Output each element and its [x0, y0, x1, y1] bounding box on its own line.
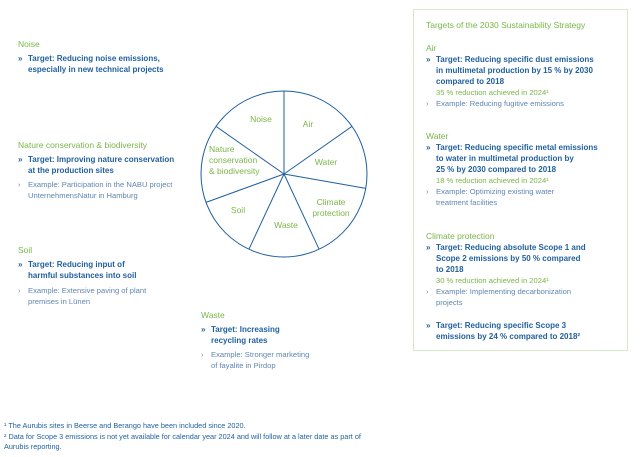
water-example: [426, 187, 621, 208]
target-bullet-icon: »: [426, 321, 431, 330]
footnote-1: ¹ The Aurubis sites in Beerse and Berango have been included since 2020.: [4, 421, 246, 430]
water-target-text: Target: Reducing specific metal emissions to water in multimetal production by 25 % by 2030 compared to 2018: [436, 143, 598, 174]
pie-segment-label: Noise: [250, 114, 272, 124]
target-bullet-icon: »: [426, 243, 431, 252]
noise-target-text: Target: Reducing noise emissions, especially in new technical projects: [28, 54, 164, 74]
air-target: [426, 54, 621, 87]
air-achieved: 35 % reduction achieved in 2024¹: [436, 88, 549, 97]
footnote-2: ² Data for Scope 3 emissions is not yet available for calendar year 2024 and will follow at a later date as part of Aurubis reporting.: [4, 432, 361, 451]
target-bullet-icon: »: [18, 54, 23, 63]
soil-title: Soil: [18, 245, 33, 255]
climate-example-text: Example: Implementing decarbonization projects: [436, 287, 572, 307]
target-bullet-icon: »: [18, 260, 23, 269]
climate-target-scope3: [426, 320, 621, 342]
example-bullet-icon: ›: [18, 286, 21, 295]
box-title: Targets of the 2030 Sustainability Strategy: [426, 20, 586, 30]
noise-title: Noise: [18, 39, 40, 49]
water-target: [426, 142, 621, 175]
waste-target-text: Target: Increasing recycling rates: [211, 325, 280, 345]
climate-achieved: 30 % reduction achieved in 2024¹: [436, 276, 549, 285]
nature-title: Nature conservation & biodiversity: [18, 140, 147, 150]
water-achieved: 18 % reduction achieved in 2024¹: [436, 176, 549, 185]
example-bullet-icon: ›: [426, 99, 429, 108]
soil-example-text: Example: Extensive paving of plant premises in Lünen: [28, 286, 147, 306]
air-example: [426, 99, 621, 110]
nature-target-text: Target: Improving nature conservation at the production sites: [28, 155, 175, 175]
water-example-text: Example: Optimizing existing water treatment facilities: [436, 187, 555, 207]
climate-example: [426, 287, 621, 308]
climate-target2-text: Target: Reducing specific Scope 3 emissions by 24 % compared to 2018²: [436, 321, 581, 341]
example-bullet-icon: ›: [18, 180, 21, 189]
pie-segment-label: Waste: [274, 220, 298, 230]
water-title: Water: [426, 131, 449, 141]
target-bullet-icon: »: [18, 155, 23, 164]
pie-segment-label: Nature conservation & biodiversity: [209, 144, 260, 176]
pie-segment-labels: [209, 114, 350, 230]
air-example-text: Example: Reducing fugitive emissions: [436, 99, 564, 108]
example-bullet-icon: ›: [201, 350, 204, 359]
pie-segment-label: Water: [314, 157, 338, 167]
example-bullet-icon: ›: [426, 287, 429, 296]
target-bullet-icon: »: [426, 55, 431, 64]
example-bullet-icon: ›: [426, 187, 429, 196]
pie-segment-label: Air: [302, 119, 314, 129]
pie-segment-label: Soil: [230, 205, 246, 215]
air-title: Air: [426, 43, 437, 53]
pie-segment-label: Climate protection: [312, 197, 350, 218]
soil-target-text: Target: Reducing input of harmful substances into soil: [28, 260, 137, 280]
air-target-text: Target: Reducing specific dust emissions in multimetal production by 15 % by 2030 compared to 2018: [436, 55, 594, 86]
nature-example-text: Example: Participation in the NABU project UnternehmensNatur in Hamburg: [28, 180, 173, 200]
waste-title: Waste: [201, 310, 225, 320]
target-bullet-icon: »: [426, 143, 431, 152]
target-bullet-icon: »: [201, 325, 206, 334]
pie-divider-line: [284, 174, 366, 188]
climate-title: Climate protection: [426, 231, 495, 241]
climate-target: [426, 242, 621, 275]
waste-example-text: Example: Stronger marketing of fayalite in Pirdop: [211, 350, 310, 370]
climate-target-text: Target: Reducing absolute Scope 1 and Scope 2 emissions by 50 % compared to 2018: [436, 243, 586, 274]
